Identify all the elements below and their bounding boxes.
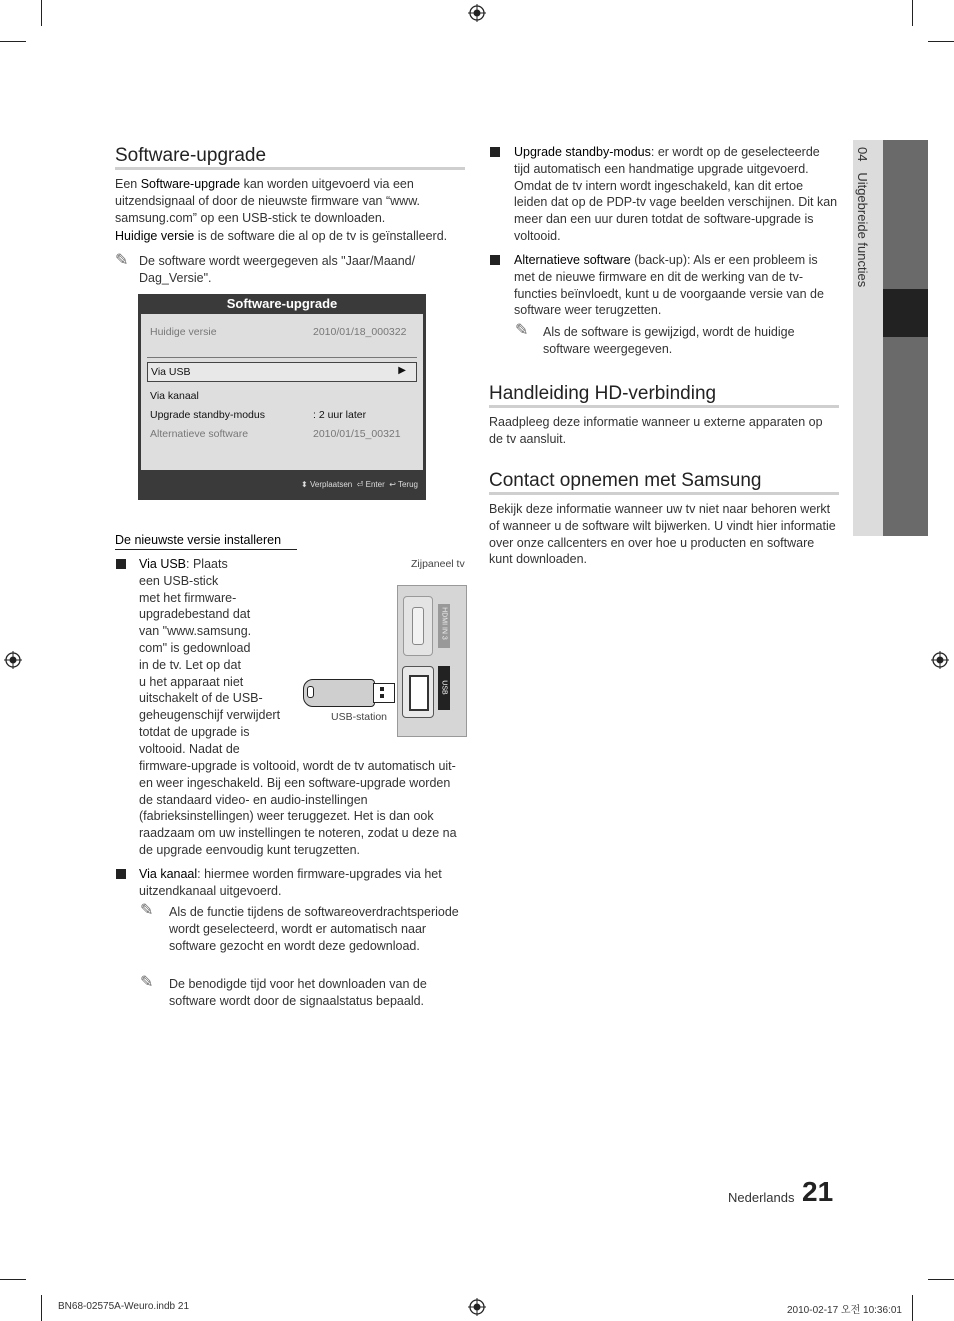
screen-row-via-usb[interactable]: Via USB ▶ [147, 362, 417, 382]
install-heading-underline [115, 549, 297, 550]
intro-paragraph: Een Software-upgrade kan worden uitgevoerd via een uitzendsignaal of door de nieuwste firmware van “www. samsung.com” op een USB-stick te downloaden. [115, 177, 421, 225]
screen-row-via-channel[interactable]: Via kanaal [150, 390, 199, 402]
registration-mark-icon [468, 4, 486, 22]
chapter-side-tab-dark [883, 140, 928, 536]
note-pencil-icon: ✎ [140, 902, 154, 919]
crop-mark [928, 41, 954, 42]
heading-rule [489, 405, 839, 408]
note-version-format: De software wordt weergegeven als "Jaar/Maand/ Dag_Versie". [139, 254, 416, 285]
bullet-square [490, 147, 500, 157]
bullet-square [116, 559, 126, 569]
return-icon: ↩ [389, 480, 396, 489]
crop-mark [912, 1295, 913, 1321]
registration-mark-icon [4, 651, 22, 669]
screen-body [141, 314, 423, 470]
usb-port [409, 675, 429, 711]
usb-port-frame [402, 666, 434, 718]
section-title-contact-samsung: Contact opnemen met Samsung [489, 470, 762, 491]
print-file-info: BN68-02575A-Weuro.indb 21 [58, 1301, 190, 1312]
bullet-square [116, 869, 126, 879]
hdmi-port-label-bg [438, 604, 450, 648]
print-timestamp: 2010-02-17 오전 10:36:01 [787, 1305, 902, 1316]
note-download-time: De benodigde tijd voor het downloaden van de software wordt door de signaalstatus bepaald. [169, 977, 427, 1008]
note-pencil-icon: ✎ [115, 252, 129, 269]
hdmi-port-frame [403, 596, 433, 656]
screen-row-alternative: Alternatieve software 2010/01/15_00321 [150, 428, 401, 440]
via-usb-continued: firmware-upgrade is voltooid, wordt de tv automatisch uit- en weer ingeschakeld. Bij een software-upgrade worden de standaard video- en audio-instellingen (fabrieksinstellingen) weer teruggezet. Het is dan ook raadzaam om uw instellingen te noteren, zodat u deze na de upgrade eenvoudig kunt terugzetten. [139, 759, 457, 857]
hdmi-port [412, 607, 424, 645]
install-heading: De nieuwste versie installeren [115, 533, 282, 547]
crop-mark [928, 1279, 954, 1280]
crop-mark [0, 1279, 26, 1280]
screen-divider [147, 357, 417, 358]
crop-mark [912, 0, 913, 26]
software-upgrade-screen [138, 294, 426, 500]
usb-port-label: USB [440, 680, 448, 695]
screen-footer: ⬍ Verplaatsen ⏎ Enter ↩ Terug [301, 480, 418, 489]
note-software-changed: Als de software is gewijzigd, wordt de huidige software weergegeven. [543, 325, 795, 356]
move-icon: ⬍ [301, 480, 308, 489]
crop-mark [41, 1295, 42, 1321]
screen-row-standby[interactable]: Upgrade standby-modus : 2 uur later [150, 409, 367, 421]
note-auto-search: Als de functie tijdens de softwareoverdrachtsperiode wordt geselecteerd, wordt er automatisch naar software gezocht en wordt deze gedownload. [169, 905, 459, 953]
note-pencil-icon: ✎ [140, 974, 154, 991]
contact-samsung-paragraph: Bekijk deze informatie wanneer uw tv niet naar behoren werkt of wanneer u de software wilt bijwerken. U vindt hier informatie over onze callcenters en over hoe u producten en software kunt downloaden. [489, 502, 836, 567]
screen-row-current-version: Huidige versie 2010/01/18_000322 [150, 326, 407, 338]
screen-title: Software-upgrade [226, 296, 338, 311]
hdmi-port-label: HDMI IN 3 [440, 607, 448, 640]
tv-side-panel [397, 585, 467, 737]
heading-rule [489, 492, 839, 495]
via-channel-paragraph: Via kanaal: hiermee worden firmware-upgrades via het uitzendkanaal uitgevoerd. [139, 867, 442, 898]
via-usb-paragraph: Via USB: Plaats een USB-stick met het firmware- upgradebestand dat van "www.samsung. com" is gedownload in de tv. Let op dat u het apparaat niet uitschakelt of de USB- geheugenschijf verwijdert totdat de upgrade is voltooid. Nadat de [139, 557, 281, 756]
hd-connection-paragraph: Raadpleeg deze informatie wanneer u externe apparaten op de tv aansluit. [489, 415, 823, 446]
usb-station-label: USB-station [331, 711, 388, 723]
section-title-hd-connection: Handleiding HD-verbinding [489, 383, 717, 404]
heading-rule [115, 167, 465, 170]
crop-mark [41, 0, 42, 26]
arrow-right-icon: ▶ [398, 365, 406, 376]
usb-stick-connector [373, 683, 395, 703]
crop-mark [0, 41, 26, 42]
standby-mode-paragraph: Upgrade standby-modus: er wordt op de geselecteerde tijd automatisch een handmatige upgrade uitgevoerd. Omdat de tv intern wordt ingeschakeld, kan dit ertoe leiden dat op de PDP-tv vage beelden verschijnen. Dit kan meer dan een uur duren totdat de software-upgrade is voltooid. [514, 145, 838, 243]
chapter-side-tab-marker [883, 289, 928, 337]
usb-port-label-bg [438, 666, 450, 710]
usb-stick-loop [307, 686, 314, 698]
enter-icon: ⏎ [356, 480, 364, 489]
page-language: Nederlands [728, 1190, 795, 1205]
bullet-square [490, 255, 500, 265]
registration-mark-icon [931, 651, 949, 669]
chapter-side-tab-label: 04 Uitgebreide functies [855, 147, 870, 288]
registration-mark-icon [468, 1298, 486, 1316]
alternative-software-paragraph: Alternatieve software (back-up): Als er een probleem is met de nieuwe firmware en dit de werking van de tv-functies beïnvloedt, kunt u de voorgaande versie van de software weer terugzetten. [514, 253, 824, 318]
side-panel-label: Zijpaneel tv [411, 558, 465, 570]
section-title-software-upgrade: Software-upgrade [115, 145, 267, 166]
note-pencil-icon: ✎ [515, 322, 529, 339]
page-number: 21 [802, 1176, 834, 1207]
current-version-paragraph: Huidige versie is de software die al op de tv is geïnstalleerd. [115, 229, 448, 243]
